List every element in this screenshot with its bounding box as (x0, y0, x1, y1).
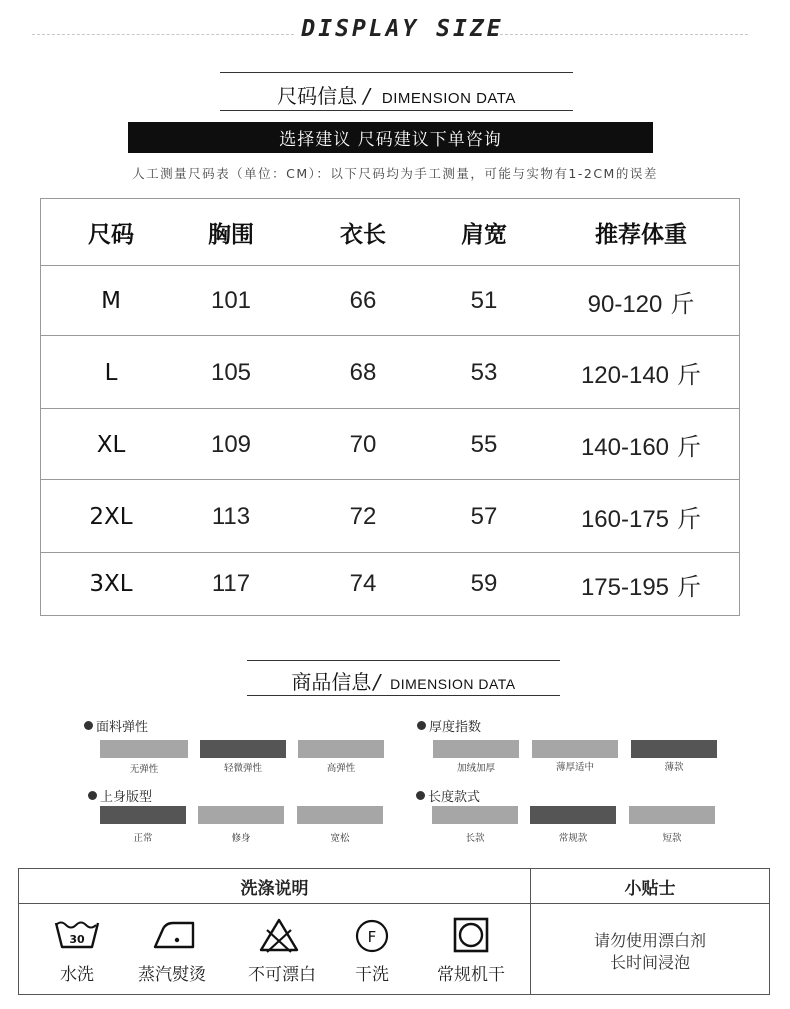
thickness-label (417, 716, 481, 735)
wash-30-icon (52, 917, 102, 953)
size-table (40, 198, 740, 616)
bullet-icon (416, 791, 425, 800)
no-bleach-icon (256, 916, 302, 954)
cell-chest: 117 (211, 570, 251, 597)
cell-size: 2XL (89, 503, 133, 530)
advice-bar: 选择建议 尺码建议下单咨询 (128, 122, 653, 153)
weight-value: 175-195 (580, 573, 670, 601)
length-option: 常规款 (558, 833, 588, 844)
thickness-option: 加绒加厚 (456, 763, 495, 774)
tip-line: 长时间浸泡 (609, 953, 690, 972)
cell-size: L (104, 359, 118, 386)
fit-option: 宽松 (330, 833, 350, 844)
cell-chest: 113 (211, 502, 251, 530)
care-title: 洗涤说明 (240, 879, 309, 899)
cell-chest: 101 (210, 287, 252, 314)
bullet-icon (88, 791, 97, 800)
size-section-en: DIMENSION DATA (381, 90, 516, 107)
length-bar-regular (530, 806, 616, 824)
thickness-option: 薄厚适中 (555, 762, 594, 773)
product-section-title (247, 666, 560, 695)
thickness-bar-thick (433, 740, 519, 758)
cell-size: XL (96, 431, 126, 458)
product-section-rule-bottom (247, 695, 560, 696)
product-section-en: DIMENSION DATA (390, 676, 516, 692)
bullet-icon (84, 721, 93, 730)
cell-shoulder: 55 (470, 430, 498, 458)
wash-temp-text: 30 (69, 933, 85, 946)
product-section-slash: / (373, 670, 381, 694)
weight-value: 160-175 (580, 506, 670, 533)
dry-clean-icon (354, 918, 390, 954)
cell-shoulder: 59 (470, 570, 498, 597)
care-label: 干洗 (355, 965, 389, 985)
elasticity-bar-none (100, 740, 188, 758)
fit-bar-loose (297, 806, 383, 824)
size-section-title (220, 80, 573, 109)
length-option: 长款 (465, 833, 485, 844)
fit-bar-normal (100, 806, 186, 824)
size-section-cn: 尺码信息 (277, 84, 358, 108)
weight-unit: 斤 (677, 505, 702, 533)
cell-length: 72 (349, 502, 377, 530)
thickness-option: 薄款 (664, 762, 684, 773)
cell-weight (561, 567, 721, 602)
weight-unit: 斤 (670, 289, 695, 318)
cell-size: 3XL (89, 571, 133, 597)
col-size: 尺码 (88, 221, 134, 248)
length-bar-long (432, 806, 518, 824)
weight-unit: 斤 (677, 361, 702, 389)
elasticity-bar-high (298, 740, 384, 758)
elasticity-bar-slight (200, 740, 286, 758)
col-shoulder: 肩宽 (461, 221, 507, 248)
product-section-cn: 商品信息 (291, 670, 372, 694)
cell-weight (561, 284, 721, 319)
thickness-bar-medium (532, 740, 618, 758)
elasticity-option: 高弹性 (326, 763, 356, 774)
length-bar-short (629, 806, 715, 824)
elasticity-option: 轻微弹性 (223, 763, 262, 774)
table-header-row (41, 199, 739, 265)
size-section-slash: / (363, 84, 370, 108)
cell-shoulder: 53 (470, 358, 498, 386)
iron-icon (149, 917, 199, 953)
tumble-dry-icon (452, 916, 490, 954)
cell-length: 68 (349, 358, 377, 386)
table-row (41, 408, 739, 480)
cell-shoulder: 57 (470, 502, 498, 530)
table-row (41, 335, 739, 409)
table-row (41, 479, 739, 553)
weight-value: 140-160 (580, 434, 670, 461)
col-chest: 胸围 (208, 221, 254, 248)
cell-weight (561, 427, 721, 462)
display-size-title: DISPLAY SIZE (301, 16, 504, 42)
length-title: 长度款式 (428, 790, 481, 805)
fit-bar-slim (198, 806, 284, 824)
product-section-rule-top (247, 660, 560, 661)
col-weight: 推荐体重 (595, 221, 687, 248)
cell-shoulder: 51 (470, 287, 498, 314)
header-dash-left (32, 34, 294, 35)
table-row (41, 552, 739, 615)
fit-option: 修身 (231, 833, 251, 844)
care-label: 不可漂白 (248, 965, 316, 985)
weight-unit: 斤 (677, 433, 702, 461)
cell-length: 66 (349, 287, 377, 314)
header-dash-right (500, 34, 748, 35)
length-label (416, 786, 480, 805)
cell-length: 74 (349, 570, 377, 597)
fit-title: 上身版型 (100, 790, 153, 805)
cell-weight (561, 355, 721, 390)
dry-clean-letter: F (367, 928, 377, 946)
table-row (41, 265, 739, 336)
weight-unit: 斤 (677, 572, 702, 601)
care-label: 水洗 (60, 965, 94, 985)
cell-length: 70 (349, 430, 377, 458)
weight-value: 120-140 (580, 362, 670, 389)
thickness-title: 厚度指数 (429, 720, 482, 735)
elasticity-label (84, 716, 148, 735)
size-section-rule-bottom (220, 110, 573, 111)
tip-line: 请勿使用漂白剂 (593, 931, 706, 950)
cell-chest: 109 (210, 430, 252, 458)
cell-weight (561, 499, 721, 534)
fit-option: 正常 (133, 833, 153, 844)
length-option: 短款 (662, 833, 682, 844)
elasticity-option: 无弹性 (129, 764, 159, 775)
col-length: 衣长 (340, 221, 386, 248)
elasticity-title: 面料弹性 (96, 720, 149, 735)
cell-size: M (101, 288, 121, 314)
care-box (18, 868, 770, 995)
fit-label (88, 786, 152, 805)
bullet-icon (417, 721, 426, 730)
care-label: 蒸汽熨烫 (138, 965, 206, 985)
measurement-note: 人工测量尺码表（单位：CM）：以下尺码均为手工测量，可能与实物有1-2CM的误差 (132, 166, 658, 181)
thickness-bar-thin (631, 740, 717, 758)
care-label: 常规机干 (437, 965, 505, 985)
weight-value: 90-120 (587, 290, 663, 318)
cell-chest: 105 (210, 358, 252, 386)
size-section-rule-top (220, 72, 573, 73)
tips-title: 小贴士 (624, 879, 676, 899)
